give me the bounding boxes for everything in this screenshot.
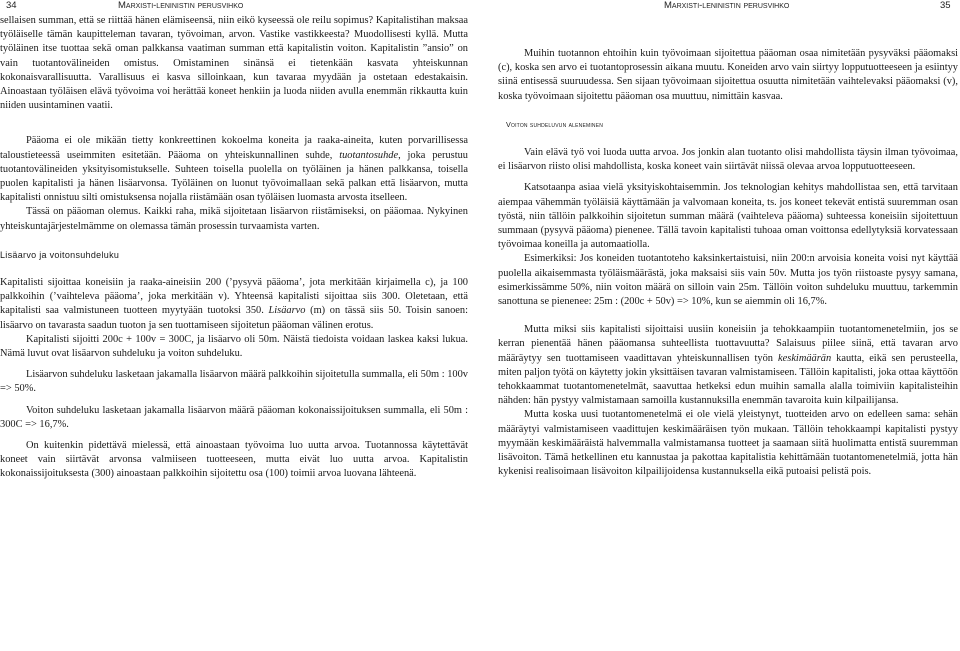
left-paragraph-2-emphasis: tuotantosuhde: [339, 149, 399, 161]
left-paragraph-7: Voiton suhdeluku lasketaan jakamalla lisäarvon määrä pääoman kokonaissijoituksen summalla, eli 50m : 300C => 16,7%.: [0, 404, 468, 430]
right-paragraph-3: Katsotaanpa asiaa vielä yksityiskohtaisemmin. Jos teknologian kehitys mahdollistaa sen, että tarvitaan aiempaa vähemmän työläisiä käyttämään ja valvomaan koneita, ts. jos koneet tekevät entistä suuremman osan työstä, niin tällöin palkkoihin sijoitetun summan määrä (vaihteleva pääoma) suhteessa koneisiin sijoitettuun summaan (pysyvä pääoma) pienenee. Tällä tavoin kapitalisti tuhoaa oman voittonsa edellytyksiä korvatessaan työvoimaa koneilla ja automaatiolla.: [498, 182, 958, 251]
left-paragraph-8: On kuitenkin pidettävä mielessä, että ainoastaan työvoima luo uutta arvoa. Tuotannossa käytettävät koneet vain siirtävät arvonsa valmiiseen tuotteeseen, mutta eivät luo uutta arvoa. Kapitalistin kokonaissijoituksesta (300) ainoastaan palkkoihin sijoitettu osa (100) toimii arvoa luovana lähteenä.: [0, 440, 468, 480]
right-paragraph-5-text: Mutta miksi siis kapitalisti sijoittaisi uusiin koneisiin ja tehokkaampiin tuotantomenetelmiin, jos se kerran pienentää hänen pääomansa suhteellista tuottavuutta? Salaisuus piilee siinä, että tavaran arvo määräytyy sen tuottamiseen vaadittavan yhteiskunnallisen työn: [498, 324, 958, 364]
left-paragraph-4-text: Kapitalisti sijoittaa koneisiin ja raaka-aineisiin 200 (’pysyvä pääoma’, jota merkitään kirjaimella c), ja 100 palkkoihin (’vaihteleva pääoma’, joka merkitään v). Yhteensä kapitalisti sijoittaa siis 300. Oletetaan, että kapitalisti saa valmistuneen tuotteen myytyään tuotoksi 350.: [0, 277, 468, 317]
left-paragraph-3: Tässä on pääoman olemus. Kaikki raha, mikä sijoitetaan lisäarvon riistämiseksi, on pääomaa. Nykyinen yhteiskuntajärjestelmämme on olemassa tämän prosessin turvaamista varten.: [0, 206, 468, 232]
right-paragraph-6: Mutta koska uusi tuotantomenetelmä ei ole vielä yleistynyt, tuotteiden arvo on edelleen sama: sehän määräytyi valmistamiseen vaadittujen keskimääräisen työn mukaan. Tällöin tehokkaampi kapitalisti pystyy myymään keskimääräistä halvemmalla valmistamansa tuotteet ja saamaan siitä huolimatta entistä suuremman lisävoiton. Tämä hetkellinen etu kannustaa ja pakottaa kapitalistia kehittämään tuotantomenetelmiä, jotta hän kykenisi realisoimaan lisävoiton kilpailijoidensa kustannuksella eikä putoaisi pelistä pois.: [498, 409, 958, 478]
right-paragraph-5: [498, 323, 958, 408]
right-paragraph-1: Muihin tuotannon ehtoihin kuin työvoimaan sijoitettua pääoman osaa nimitetään pysyväksi pääomaksi (c), koska sen arvo ei tuotantoprosessin aikana muutu. Koneiden arvo vain siirtyy lopputuotteeseen ja esiintyy siinä entisessä suuruudessa. Sen sijaan työvoimaan sijoitettua osuutta nimitetään vaihtelevaksi pääomaksi (v), koska työvoimaan sijoitettu pääoman osa muuttuu, nimittäin kasvaa.: [498, 48, 958, 102]
right-paragraph-2: Vain elävä työ voi luoda uutta arvoa. Jos jonkin alan tuotanto olisi mahdollista täysin ilman työvoimaa, ei lisäarvon riisto olisi mahdollista, koska koneet vain siirtävät niissä olevaa arvoa lopputuotteeseen.: [498, 147, 958, 173]
left-paragraph-5: Kapitalisti sijoitti 200c + 100v = 300C, ja lisäarvo oli 50m. Näistä tiedoista voidaan laskea kaksi lukua. Nämä luvut ovat lisäarvon suhdeluku ja voiton suhdeluku.: [0, 333, 468, 360]
right-paragraph-4: Esimerkiksi: Jos koneiden tuotantoteho kaksinkertaistuisi, niin 200:n arvoisia koneita voisi nyt käyttää puolella aikaisemmasta työläismäärästä, joka maksaisi siis vain 50v. Mutta jos työn riistoaste pysyy samana, esimerkissämme 50%, niin voiton määrä on silloin vain 25m. Tällöin voiton suhdeluku muuttuu, tarkemmin sanottuna se pienenee: 25m : (200c + 50v) => 10%, kun se aiemmin oli 16,7%.: [498, 253, 958, 308]
left-subheading: Lisäarvo ja voitonsuhdeluku: [0, 249, 120, 260]
left-paragraph-4: [0, 276, 468, 333]
right-running-title: Marxisti-leninistin perusvihko: [664, 0, 790, 11]
right-paragraph-5-text-end: kautta, eikä sen perusteella, miten paljon työtä on käytetty jokin yksittäisen tavaran valmistamiseen. Tällöin kapitalisti, joka ottaa käyttöön tehokkaammat tuotantomenetelmät, saavuttaa hetkeksi edun muihin samalla alalla toimiviin kapitalisteihin nähden: hän pystyy valmistamaan samoilla kustannuksilla enemmän tavaroita kuin kilpailijansa.: [498, 352, 958, 407]
right-paragraph-5-emphasis: keskimäärän: [778, 352, 832, 364]
left-running-title: Marxisti-leninistin perusvihko: [118, 0, 244, 11]
right-column: [498, 47, 958, 479]
left-page-number: 34: [6, 0, 17, 11]
right-page-number: 35: [940, 0, 951, 11]
left-paragraph-2-text-end: , joka perustuu tuotantovälineiden yksityisomistukselle. Suhteen toisella puolella on työläinen ja hänen palkkansa, toisella puolen kapitalisti ja hänen lisäarvonsa. Työläinen on luonut työvoimallaan sekä palkan että lisäarvon, mutta kapitalisti onnistuu silti omistuksensa nojalla riistämään osan työläisen luomasta arvosta itselleen.: [0, 149, 468, 204]
left-paragraph-4-text-end: (m) on tässä siis 50. Toisin sanoen: lisäarvo on tavarasta saadun tuoton ja sen tuottamiseen sijoitetun pääoman välinen erotus.: [0, 305, 468, 331]
left-paragraph-2: [0, 134, 468, 205]
left-paragraph-1: sellaisen summan, että se riittää hänen elämiseensä, niin eikö kyseessä ole reilu sopimus? Kapitalistihan maksaa työläiselle tämän kaupitteleman tavaran, työvoiman, arvon. Vastike vastikkeesta? Muodollisesti kyllä. Mutta työläinen itse tuottaa sekä oman palkkansa vaatiman summan että kapitalistin voiton. Kapitalistin ”ansio” on vain tuotantovälineiden omistus. Omistaminen sinänsä ei tietenkään kasvata yhteiskunnan kokonaisvarallisuutta. Varallisuus ei kasva silloinkaan, kun tavaraa myydään ja ostetaan edestakaisin. Ainoastaan työläisen elävä työvoima voi herättää koneet henkiin ja luoda niiden avulla enemmän rikkautta kuin niiden uusintaminen vaatii.: [0, 15, 468, 112]
left-paragraph-4-emphasis: Lisäarvo: [268, 305, 306, 317]
left-paragraph-2-text: Pääoma ei ole mikään tietty konkreettinen kokoelma koneita ja raaka-aineita, kuten porvarillisessa taloustieteessä useimmiten esitetään. Pääoma on yhteiskunnallinen suhde,: [0, 135, 468, 161]
left-column: [0, 14, 468, 482]
right-subheading: Voiton suhdeluvun aleneminen: [506, 119, 604, 129]
left-paragraph-6: Lisäarvon suhdeluku lasketaan jakamalla lisäarvon määrä palkkoihin sijoitetulla summalla, eli 50m : 100v => 50%.: [0, 369, 468, 395]
